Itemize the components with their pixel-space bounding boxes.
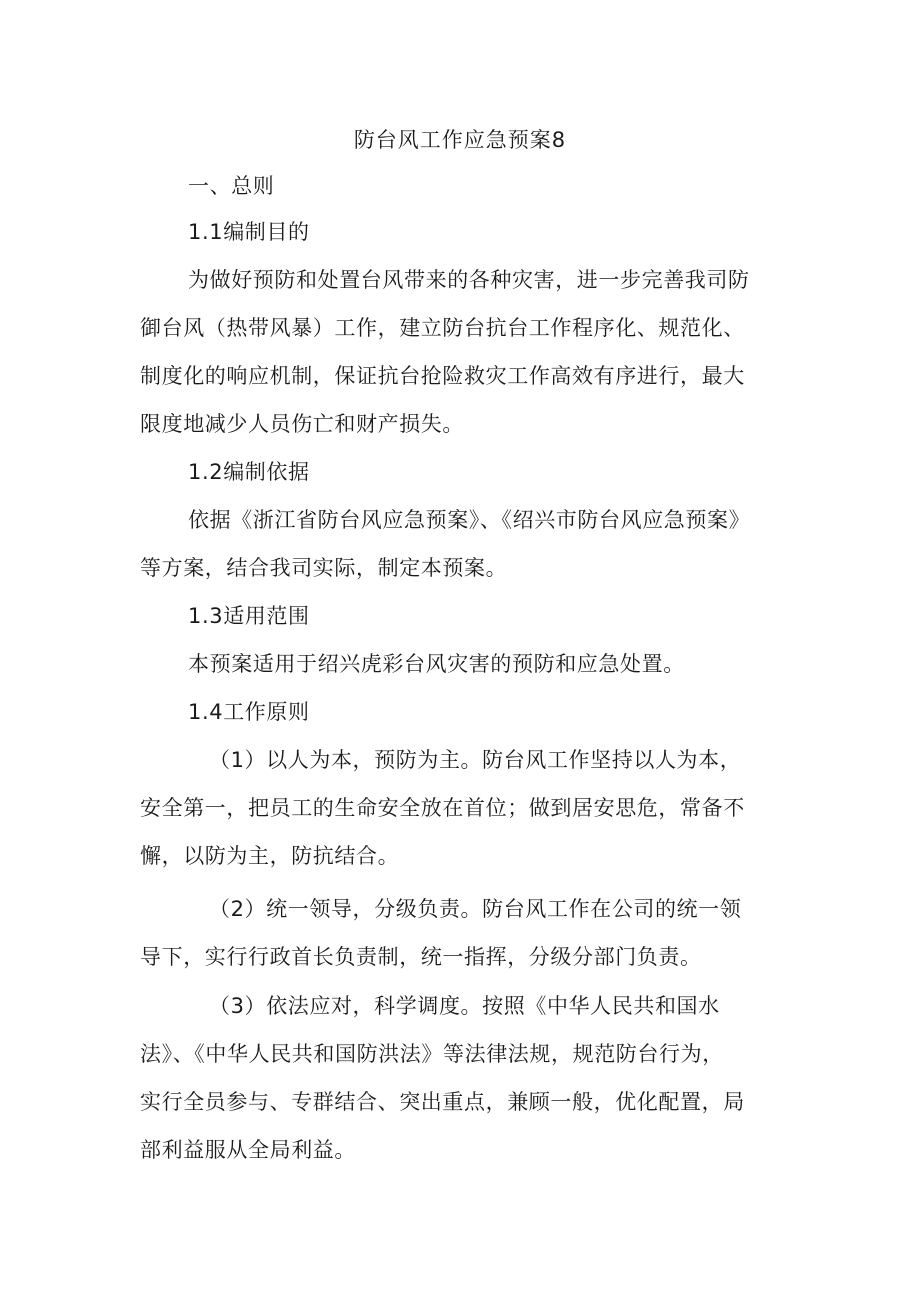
subsection-heading-1-2: 1.2编制依据 bbox=[188, 460, 310, 484]
subsection-heading-1-4: 1.4工作原则 bbox=[188, 700, 310, 724]
principle-item-3: （3）依法应对，科学调度。按照《中华人民共和国水 bbox=[209, 994, 720, 1018]
paragraph-line: 制度化的响应机制，保证抗台抢险救灾工作高效有序进行，最大 bbox=[140, 364, 745, 388]
paragraph-line: 法》、《中华人民共和国防洪法》等法律法规，规范防台行为， bbox=[140, 1042, 724, 1066]
principle-item-2: （2）统一领导，分级负责。防台风工作在公司的统一领 bbox=[209, 897, 742, 921]
subsection-heading-1-1: 1.1编制目的 bbox=[188, 220, 310, 244]
paragraph-line: 实行全员参与、专群结合、突出重点，兼顾一般，优化配置，局 bbox=[140, 1090, 745, 1114]
section-heading-general: 一、总则 bbox=[188, 174, 275, 198]
paragraph-line: 安全第一，把员工的生命安全放在首位；做到居安思危，常备不 bbox=[140, 796, 745, 820]
paragraph-line: 本预案适用于绍兴虎彩台风灾害的预防和应急处置。 bbox=[188, 652, 685, 676]
subsection-heading-1-3: 1.3适用范围 bbox=[188, 604, 310, 628]
principle-item-1: （1）以人为本，预防为主。防台风工作坚持以人为本， bbox=[209, 748, 742, 772]
paragraph-line: 懈，以防为主，防抗结合。 bbox=[140, 844, 400, 868]
paragraph-line: 为做好预防和处置台风带来的各种灾害，进一步完善我司防 bbox=[188, 268, 750, 292]
paragraph-line: 依据《浙江省防台风应急预案》、《绍兴市防台风应急预案》 bbox=[188, 508, 751, 532]
paragraph-line: 限度地减少人员伤亡和财产损失。 bbox=[140, 412, 464, 436]
paragraph-line: 御台风（热带风暴）工作，建立防台抗台工作程序化、规范化、 bbox=[140, 316, 745, 340]
paragraph-line: 等方案，结合我司实际，制定本预案。 bbox=[140, 556, 508, 580]
paragraph-line: 导下，实行行政首长负责制，统一指挥，分级分部门负责。 bbox=[140, 945, 702, 969]
document-title: 防台风工作应急预案8 bbox=[353, 128, 567, 152]
paragraph-line: 部利益服从全局利益。 bbox=[140, 1138, 356, 1162]
